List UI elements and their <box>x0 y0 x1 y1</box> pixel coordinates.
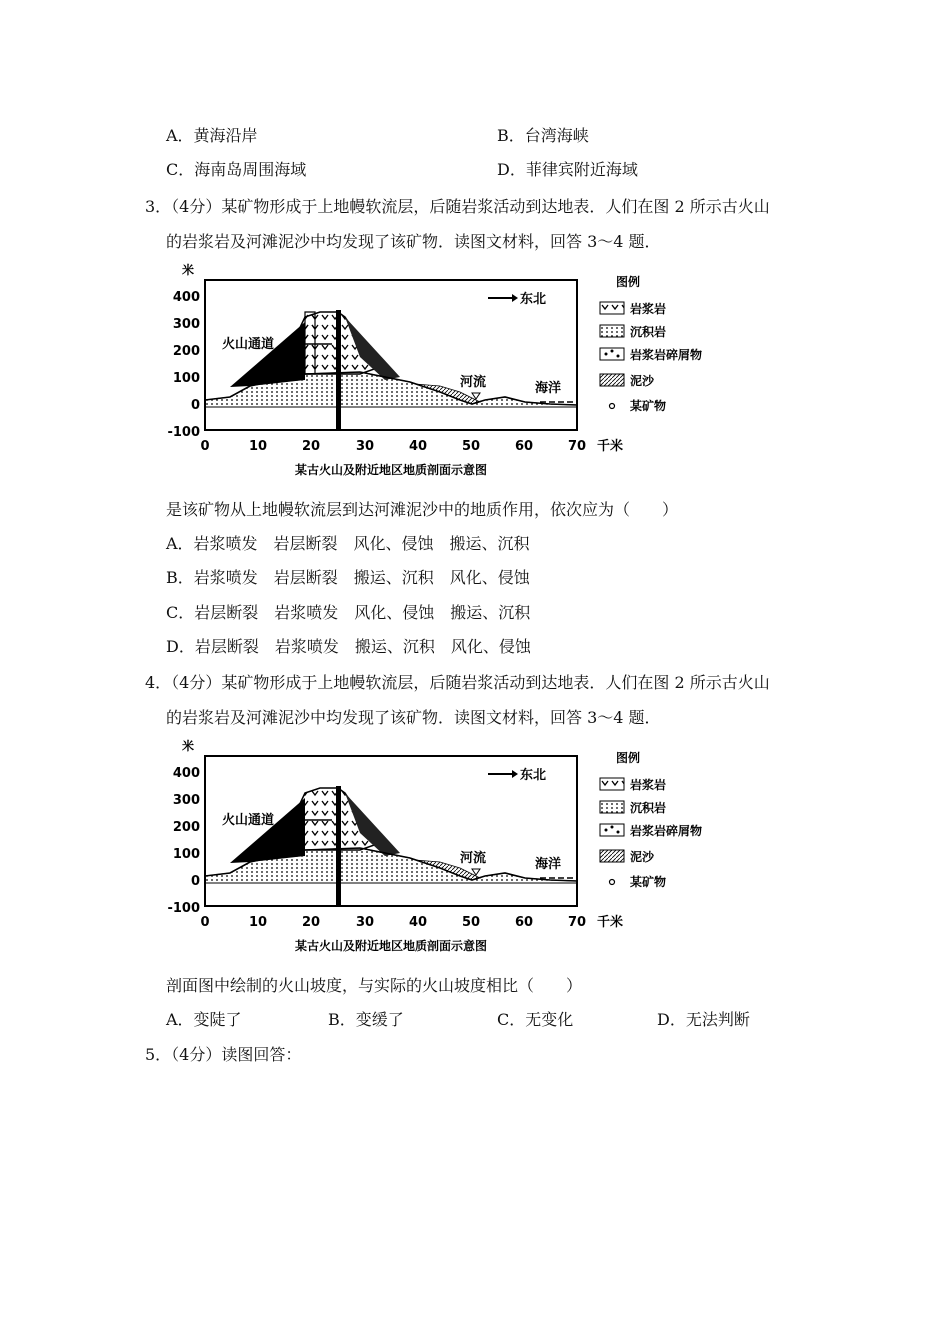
y-tick: -100 <box>167 425 200 440</box>
ocean-label: 海洋 <box>535 857 562 872</box>
legend-item: 泥沙 <box>630 850 655 864</box>
cross-section-diagram <box>160 262 740 477</box>
y-tick: 400 <box>172 766 200 781</box>
legend-item: 沉积岩 <box>630 325 667 339</box>
q5-stem: 5．（4分）读图回答： <box>145 1045 302 1064</box>
y-tick: 300 <box>172 793 200 808</box>
y-tick: 0 <box>190 874 200 889</box>
q2-option-c: C．海南岛周围海域 <box>166 160 307 179</box>
q4-option-d: D．无法判断 <box>657 1010 750 1029</box>
legend-item: 某矿物 <box>630 399 667 413</box>
svg-text:10: 10 <box>248 439 268 454</box>
legend-item: 泥沙 <box>630 374 655 388</box>
svg-text:30: 30 <box>355 439 375 454</box>
q3-stem-line2: 的岩浆岩及河滩泥沙中均发现了该矿物．读图文材料，回答 3～4 题． <box>166 232 661 251</box>
svg-text:40: 40 <box>408 439 428 454</box>
svg-text:0: 0 <box>200 439 210 454</box>
direction-label: 东北 <box>520 768 547 783</box>
q4-option-b: B．变缓了 <box>328 1010 404 1029</box>
y-tick: -100 <box>167 901 200 916</box>
y-tick: 100 <box>172 847 200 862</box>
ocean-label: 海洋 <box>535 381 562 396</box>
figure-caption: 某古火山及附近地区地质剖面示意图 <box>294 939 488 953</box>
x-unit: 千米 <box>597 439 624 454</box>
y-tick: 400 <box>172 290 200 305</box>
volcano-channel-label: 火山通道 <box>222 813 275 828</box>
svg-text:70: 70 <box>567 439 587 454</box>
svg-text:70: 70 <box>567 915 587 930</box>
svg-text:50: 50 <box>461 915 481 930</box>
svg-text:0: 0 <box>200 915 210 930</box>
q4-option-a: A．变陡了 <box>166 1010 242 1029</box>
svg-text:20: 20 <box>301 439 321 454</box>
q4-stem-line1: 4．（4分）某矿物形成于上地幔软流层，后随岩浆活动到达地表．人们在图 2 所示古火山 <box>145 673 770 692</box>
q3-option-c: C．岩层断裂 岩浆喷发 风化、侵蚀 搬运、沉积 <box>166 603 531 622</box>
x-unit: 千米 <box>597 915 624 930</box>
legend-item: 沉积岩 <box>630 801 667 815</box>
svg-text:50: 50 <box>461 439 481 454</box>
y-tick: 0 <box>190 398 200 413</box>
svg-text:60: 60 <box>514 439 534 454</box>
svg-text:10: 10 <box>248 915 268 930</box>
q4-figure <box>160 738 740 953</box>
q3-option-b: B．岩浆喷发 岩层断裂 搬运、沉积 风化、侵蚀 <box>166 568 530 587</box>
q4-option-c: C．无变化 <box>497 1010 574 1029</box>
q3-question: 是该矿物从上地幔软流层到达河滩泥沙中的地质作用，依次应为（ ） <box>166 500 679 519</box>
legend-title: 图例 <box>616 751 641 765</box>
svg-text:30: 30 <box>355 915 375 930</box>
svg-text:20: 20 <box>301 915 321 930</box>
q2-option-b: B．台湾海峡 <box>497 126 589 145</box>
q2-option-d: D．菲律宾附近海域 <box>497 160 638 179</box>
q3-option-d: D．岩层断裂 岩浆喷发 搬运、沉积 风化、侵蚀 <box>166 637 531 656</box>
legend-item: 岩浆岩碎屑物 <box>630 348 703 362</box>
figure-caption: 某古火山及附近地区地质剖面示意图 <box>294 463 488 477</box>
direction-label: 东北 <box>520 292 547 307</box>
y-unit: 米 <box>182 263 195 277</box>
legend-item: 岩浆岩 <box>630 302 667 316</box>
svg-text:40: 40 <box>408 915 428 930</box>
y-tick: 300 <box>172 317 200 332</box>
legend-item: 岩浆岩碎屑物 <box>630 824 703 838</box>
q3-option-a: A．岩浆喷发 岩层断裂 风化、侵蚀 搬运、沉积 <box>166 534 530 553</box>
y-tick: 200 <box>172 344 200 359</box>
q3-stem-line1: 3．（4分）某矿物形成于上地幔软流层，后随岩浆活动到达地表．人们在图 2 所示古火山 <box>145 197 770 216</box>
volcano-channel-label: 火山通道 <box>222 337 275 352</box>
q4-stem-line2: 的岩浆岩及河滩泥沙中均发现了该矿物．读图文材料，回答 3～4 题． <box>166 708 661 727</box>
legend-item: 某矿物 <box>630 875 667 889</box>
river-label: 河流 <box>460 375 487 390</box>
legend-item: 岩浆岩 <box>630 778 667 792</box>
y-tick: 100 <box>172 371 200 386</box>
y-unit: 米 <box>182 739 195 753</box>
y-tick: 200 <box>172 820 200 835</box>
legend-title: 图例 <box>616 275 641 289</box>
q2-option-a: A．黄海沿岸 <box>166 126 258 145</box>
q3-figure <box>160 262 740 477</box>
svg-text:60: 60 <box>514 915 534 930</box>
q4-question: 剖面图中绘制的火山坡度，与实际的火山坡度相比（ ） <box>166 976 583 995</box>
river-label: 河流 <box>460 851 487 866</box>
cross-section-diagram <box>160 738 740 953</box>
